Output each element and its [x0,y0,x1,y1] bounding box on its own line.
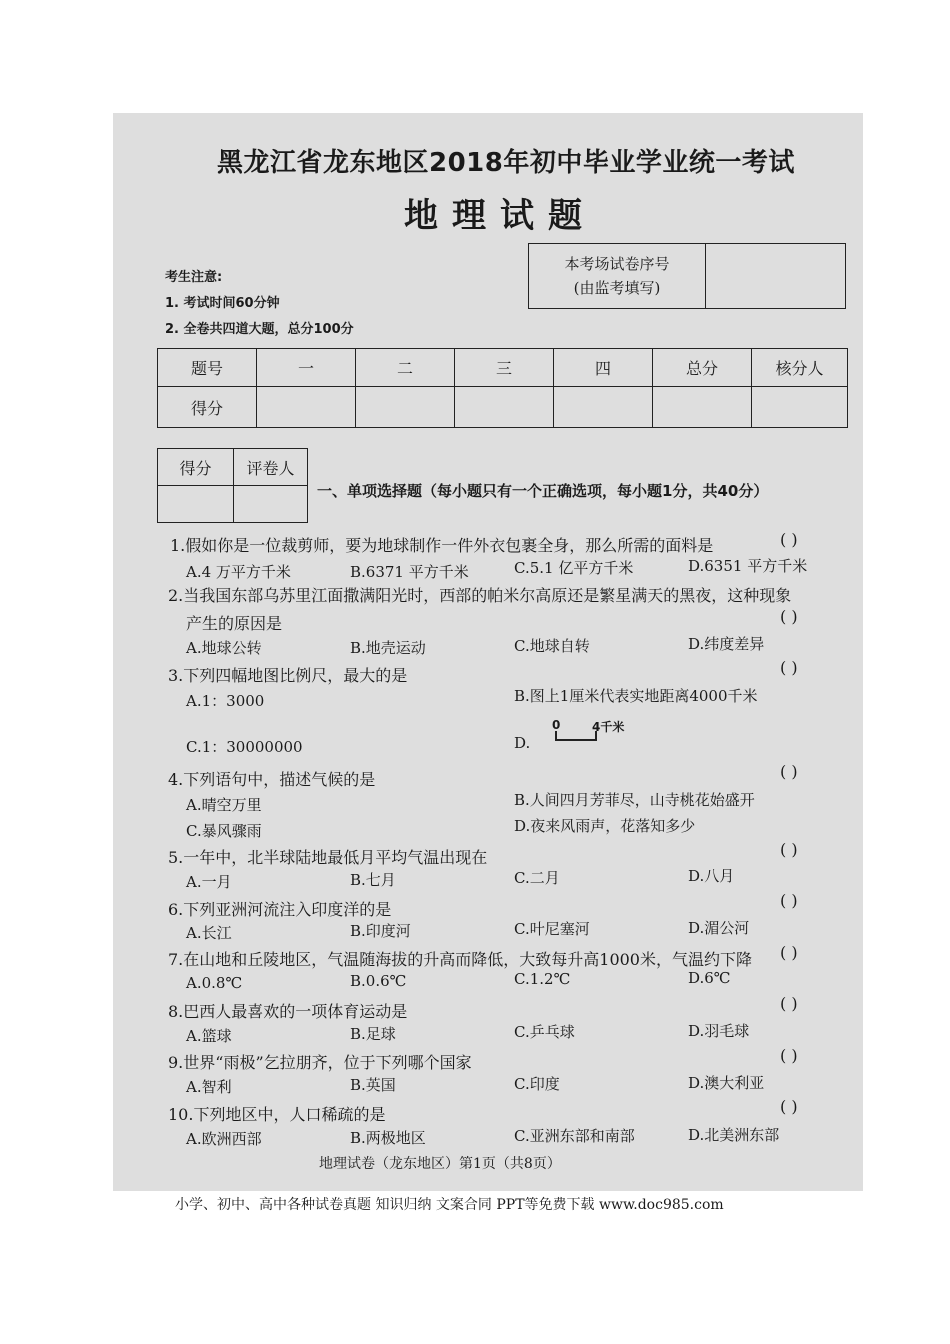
answer-paren[interactable]: ( ) [780,607,798,626]
option[interactable]: B.图上1厘米代表实地距离4000千米 [514,687,758,705]
question-stem: 1.假如你是一位裁剪师，要为地球制作一件外衣包裹全身，那么所需的面料是 [170,536,714,555]
scale-bar-icon [555,731,597,741]
answer-paren[interactable]: ( ) [780,943,798,962]
option[interactable]: C.叶尼塞河 [514,920,590,938]
page-footer: 地理试卷（龙东地区）第1页（共8页） [319,1156,561,1172]
option[interactable]: C.地球自转 [514,637,590,655]
grader-score-field[interactable] [158,486,234,523]
grader-name-label: 评卷人 [234,449,308,486]
score-cell[interactable] [356,387,455,428]
option[interactable]: D.澳大利亚 [688,1074,765,1092]
option[interactable]: A.欧洲西部 [186,1130,262,1148]
answer-paren[interactable]: ( ) [780,1046,798,1065]
option[interactable]: D. [514,734,531,752]
option[interactable]: B.两极地区 [350,1129,426,1147]
download-watermark: 小学、初中、高中各种试卷真题 知识归纳 文案合同 PPT等免费下载 www.doc985.com [175,1197,724,1213]
seat-label-line1: 本考场试卷序号 [564,255,670,273]
score-cell[interactable] [455,387,554,428]
option[interactable]: D.羽毛球 [688,1022,750,1040]
score-header: 四 [554,349,653,387]
option[interactable]: C.印度 [514,1075,560,1093]
question-stem: 4.下列语句中，描述气候的是 [168,770,376,789]
question-stem: 7.在山地和丘陵地区，气温随海拔的升高而降低，大致每升高1000米，气温约下降 [168,950,752,969]
option[interactable]: D.八月 [688,867,735,885]
question-stem: 2.当我国东部乌苏里江面撒满阳光时，西部的帕米尔高原还是繁星满天的黑夜，这种现象 [168,586,792,605]
option[interactable]: C.1：30000000 [186,738,303,756]
grader-score-label: 得分 [158,449,234,486]
score-header: 核分人 [752,349,848,387]
option[interactable]: B.0.6℃ [350,972,407,990]
option[interactable]: A.智利 [186,1078,232,1096]
option[interactable]: C.亚洲东部和南部 [514,1127,635,1145]
option[interactable]: C.乒乓球 [514,1023,575,1041]
exam-title: 黑龙江省龙东地区2018年初中毕业学业统一考试 [217,148,795,178]
option[interactable]: A.0.8℃ [186,974,243,992]
score-header: 一 [257,349,356,387]
option[interactable]: D.北美洲东部 [688,1126,780,1144]
option[interactable]: C.1.2℃ [514,970,571,988]
option[interactable]: A.1：3000 [186,692,265,710]
answer-paren[interactable]: ( ) [780,994,798,1013]
score-cell[interactable] [554,387,653,428]
option[interactable]: A.长江 [186,924,232,942]
answer-paren[interactable]: ( ) [780,530,798,549]
option[interactable]: D.湄公河 [688,919,750,937]
subject-title: 地理试题 [404,196,596,236]
scale-zero-label: 0 [552,718,561,732]
score-table [157,348,848,428]
option[interactable]: C.二月 [514,869,560,887]
score-header: 题号 [158,349,257,387]
option[interactable]: A.地球公转 [186,639,262,657]
score-header: 三 [455,349,554,387]
question-stem: 5.一年中，北半球陆地最低月平均气温出现在 [168,848,488,867]
option[interactable]: D.夜来风雨声，花落知多少 [514,817,696,835]
option[interactable]: B.印度河 [350,922,411,940]
answer-paren[interactable]: ( ) [780,762,798,781]
option[interactable]: B.七月 [350,871,396,889]
answer-paren[interactable]: ( ) [780,840,798,859]
score-header: 总分 [653,349,752,387]
score-cell[interactable] [257,387,356,428]
notice-item-2: 2. 全卷共四道大题，总分100分 [165,322,354,337]
question-stem: 3.下列四幅地图比例尺，最大的是 [168,666,408,685]
notice-item-1: 1. 考试时间60分钟 [165,296,280,311]
answer-paren[interactable]: ( ) [780,658,798,677]
option[interactable]: A.4 万平方千米 [186,563,291,581]
section-title: 一、单项选择题（每小题只有一个正确选项，每小题1分，共40分） [317,482,769,500]
seat-label-line2: (由监考填写) [573,279,661,297]
score-row-label: 得分 [158,387,257,428]
seat-number-box [528,243,846,309]
notice-heading: 考生注意: [165,270,223,285]
seat-number-field[interactable] [706,244,846,309]
answer-paren[interactable]: ( ) [780,1097,798,1116]
option[interactable]: B.地壳运动 [350,639,426,657]
scale-distance-label: 4千米 [592,720,625,734]
option[interactable]: D.6351 平方千米 [688,557,808,575]
score-header: 二 [356,349,455,387]
question-stem: 6.下列亚洲河流注入印度洋的是 [168,900,392,919]
grader-box [157,448,308,523]
option[interactable]: C.暴风骤雨 [186,822,262,840]
option[interactable]: C.5.1 亿平方千米 [514,559,634,577]
option[interactable]: A.篮球 [186,1027,232,1045]
grader-name-field[interactable] [234,486,308,523]
option[interactable]: B.足球 [350,1025,396,1043]
question-stem: 9.世界“雨极”乞拉朋齐，位于下列哪个国家 [168,1053,472,1072]
option[interactable]: B.6371 平方千米 [350,563,469,581]
question-stem-cont: 产生的原因是 [186,614,283,633]
option[interactable]: B.人间四月芳菲尽，山寺桃花始盛开 [514,791,755,809]
score-cell[interactable] [752,387,848,428]
score-cell[interactable] [653,387,752,428]
option[interactable]: A.晴空万里 [186,796,262,814]
option[interactable]: A.一月 [186,873,232,891]
seat-number-label [529,244,706,309]
option[interactable]: D.6℃ [688,969,731,987]
question-stem: 8.巴西人最喜欢的一项体育运动是 [168,1002,408,1021]
option[interactable]: D.纬度差异 [688,635,765,653]
answer-paren[interactable]: ( ) [780,891,798,910]
question-stem: 10.下列地区中，人口稀疏的是 [168,1105,386,1124]
option[interactable]: B.英国 [350,1076,396,1094]
